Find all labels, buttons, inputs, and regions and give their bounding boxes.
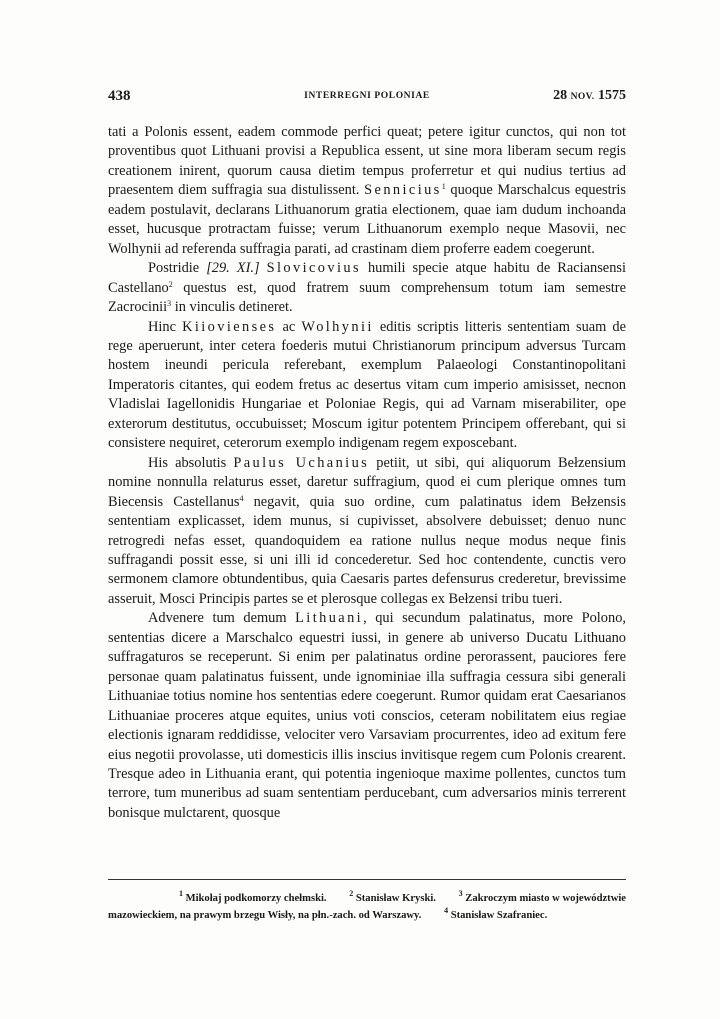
paragraph-4 [108,454,626,610]
paragraph-3 [108,318,626,454]
footnote-number-2: 2 [349,889,354,898]
footnote-line-2 [108,907,626,924]
person-name-uchanius: Paulus Uchanius [233,454,370,471]
footnote-text-4: Stanisław Szafraniec. [450,910,548,921]
paragraph-3-text-b: ac [282,318,296,335]
paragraph-5-text-b: , qui secundum palatinatus, more Polono, sententias dicere a Marschalco equestri iussi, in genere ab universo Ducatu Lithuano suffragaturos se receperunt. Si enim per palatinatus ordine perorassent, pauciores fere personae quam palatinatus fuissent, unde ignominiae illa suffragia cessura sibi generali Lithuaniae totius nomine hos sententias edere coegerunt. Rumor quidam erat Caesarianos Lithuaniae proceres atque equites, unius voti conscios, ceteram nobilitatem eius regiae electionis ignaram reddidisse, velociter vero Varsaviam procurrentes, ideo ad exitum fere eius negotii provolasse, uti domesticis illis inscius invitisque regem cum Polonis crearent. Tresque adeo in Lithuania erant, qui potentia ingenioque maxime pollentes, cunctos tum terrore, tum muneribus ad suam sententiam perducebant, cum adversarios minis terrerent bonisque mulctarent, quosque [108,610,626,821]
paragraph-2-text-b: humili specie atque habitu de Raciansensi Castellano [108,260,626,296]
paragraph-1 [108,123,626,259]
date-day: 28 [553,88,568,103]
editorial-date: [29. XI.] [206,260,260,277]
paragraph-2 [108,259,626,317]
person-name-slovicovius: Slovicovius [266,260,361,277]
paragraph-4-text-b: petiit, ut sibi, qui aliquorum Bełzensium nomine nonnulla relaturus esset, daretur suffragium, quod ei cum plerique omnes tum Biecensis Castellanus [108,454,626,510]
footnotes [108,890,626,924]
paragraph-5 [108,609,626,823]
paragraph-3-text-a: Hinc [148,318,176,335]
footnote-number-4: 4 [444,906,449,915]
footnote-ref-3: 3 [167,299,172,309]
running-title: INTERREGNI POLONIAE [304,91,430,101]
paragraph-1-text-a: tati a Polonis essent, eadem commode perfici queat; petere igitur cunctos, qui non tot proventibus quot Lithuani provisi a Republica essent, ut sine mora liberam secum regis creationem inirent, quorum causa dietim tempus proferretur et qui nudius tertius ad praesentem diem suffragia sua distulissent. [108,124,626,199]
footnote-ref-1: 1 [441,182,446,192]
paragraph-3-text-c: editis scriptis litteris sententiam suam de rege aperuerunt, inter cetera foederis mutui Christianorum principum adversus Turcam hostem ineundi pericula referebant, exemplum Palaeologi Constantinopolitani Imperatoris citantes, qui eodem fretus ac desertus vitam cum imperio amisisset, necnon Vladislai Iagellonidis Hungariae et Poloniae Regis, qui ad Varnam miserabiliter, ope exterorum destitutus, occubuisset; Moscum igitur potentem Principem offerebant, qui si consistere nequiret, ceterorum exemplo indigenam regem exposcebant. [108,318,626,452]
paragraph-2-text-c: questus est, quod fratrem suum comprehensum totum iam semestre Zacrocinii [108,279,626,316]
footnote-divider [108,879,626,880]
header-date [553,88,626,104]
footnote-number-3: 3 [458,889,463,898]
date-month: NOV. [570,92,595,102]
paragraph-2-text-d: in vinculis detineret. [174,299,293,316]
footnote-text-2: Stanisław Kryski. [355,893,436,904]
date-year: 1575 [598,88,626,103]
group-name-wolhynii: Wolhynii [301,318,374,335]
person-name-sennicius: Sennicius [364,182,442,199]
footnote-text-1: Mikołaj podkomorzy chełmski. [185,893,327,904]
paragraph-4-text-a: His absolutis [148,454,227,471]
footnote-text-3b: mazowieckiem, na prawym brzegu Wisły, na płn.-zach. od Warszawy. [108,910,422,921]
paragraph-4-text-c: negavit, quia suo ordine, cum palatinatus idem Bełzensis sententiam explicasset, idem munus, si cupivisset, absolvere debuisset; denuo nunc retrogredi nefas esset, quandoquidem ea ratione nullus neque modus neque finis suffragandi possit esse, si uni illi id concederetur. Sed hoc contendente, cunctis vero sermonem clamore obtundentibus, quia Caesaris partes defensurus crederetur, brevissime asseruit, Mosci Principis partes se et plerosque collegas ex Bełzensi tribu tueri. [108,493,626,607]
main-text [108,123,626,823]
footnote-text-3a: Zakroczym miasto w województwie [465,893,626,904]
group-name-lithuani: Lithuani [295,610,364,627]
page-header [108,88,626,108]
footnote-line-1 [108,890,626,907]
group-name-kiiovienses: Kiiovienses [182,318,277,335]
paragraph-1-text-b: quoque Marschalcus equestris eadem postulavit, declarans Lithuanorum gratia electionem, quae iam dudum inchoanda esset, hucusque protractam fuisse; verum Lithuanorum exemplo neque Masovii, nec Wolhynii ad referenda suffragia parati, ad crastinam diem proferre eadem coegerunt. [108,182,626,257]
paragraph-5-text-a: Advenere tum demum [148,610,287,627]
footnote-ref-2: 2 [168,279,173,289]
paragraph-2-text-a: Postridie [148,260,200,277]
footnote-number-1: 1 [178,889,183,898]
page-number: 438 [108,88,131,104]
footnote-ref-4: 4 [239,493,244,503]
